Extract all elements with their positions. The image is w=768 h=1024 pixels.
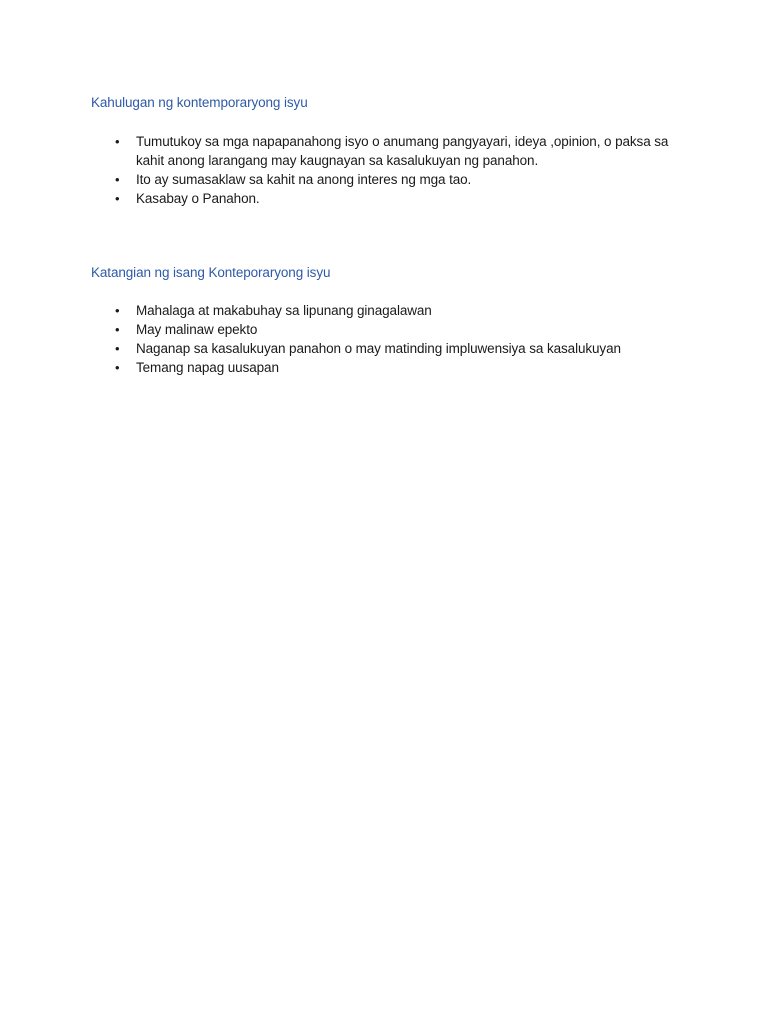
list-item bbox=[91, 320, 681, 339]
list-item-text: Naganap sa kasalukuyan panahon o may matinding impluwensiya sa kasalukuyan bbox=[136, 341, 621, 356]
list-item bbox=[91, 170, 681, 189]
list-item bbox=[91, 301, 681, 320]
list-item-text: Temang napag uusapan bbox=[136, 360, 279, 375]
list-item-text: Tumutukoy sa mga napapanahong isyo o anumang pangyayari, ideya ,opinion, o paksa sa kahit anong larangang may kaugnayan sa kasalukuyan ng panahon. bbox=[136, 134, 669, 168]
list-item-text: Mahalaga at makabuhay sa lipunang ginagalawan bbox=[136, 303, 432, 318]
bullet-icon: • bbox=[115, 172, 120, 187]
section-heading: Kahulugan ng kontemporaryong isyu bbox=[91, 95, 308, 110]
bullet-icon: • bbox=[115, 341, 120, 356]
list-item bbox=[91, 132, 681, 170]
bullet-icon: • bbox=[115, 360, 120, 375]
bullet-icon: • bbox=[115, 134, 120, 149]
list-item bbox=[91, 339, 681, 358]
section-heading: Katangian ng isang Konteporaryong isyu bbox=[91, 265, 331, 280]
list-item-text: May malinaw epekto bbox=[136, 322, 258, 337]
section-katangian bbox=[91, 264, 681, 377]
bullet-list bbox=[91, 301, 681, 377]
list-item-text: Ito ay sumasaklaw sa kahit na anong interes ng mga tao. bbox=[136, 172, 472, 187]
list-item bbox=[91, 358, 681, 377]
section-kahulugan bbox=[91, 94, 681, 208]
bullet-list bbox=[91, 132, 681, 208]
bullet-icon: • bbox=[115, 322, 120, 337]
bullet-icon: • bbox=[115, 303, 120, 318]
list-item-text: Kasabay o Panahon. bbox=[136, 191, 260, 206]
bullet-icon: • bbox=[115, 191, 120, 206]
list-item bbox=[91, 189, 681, 208]
